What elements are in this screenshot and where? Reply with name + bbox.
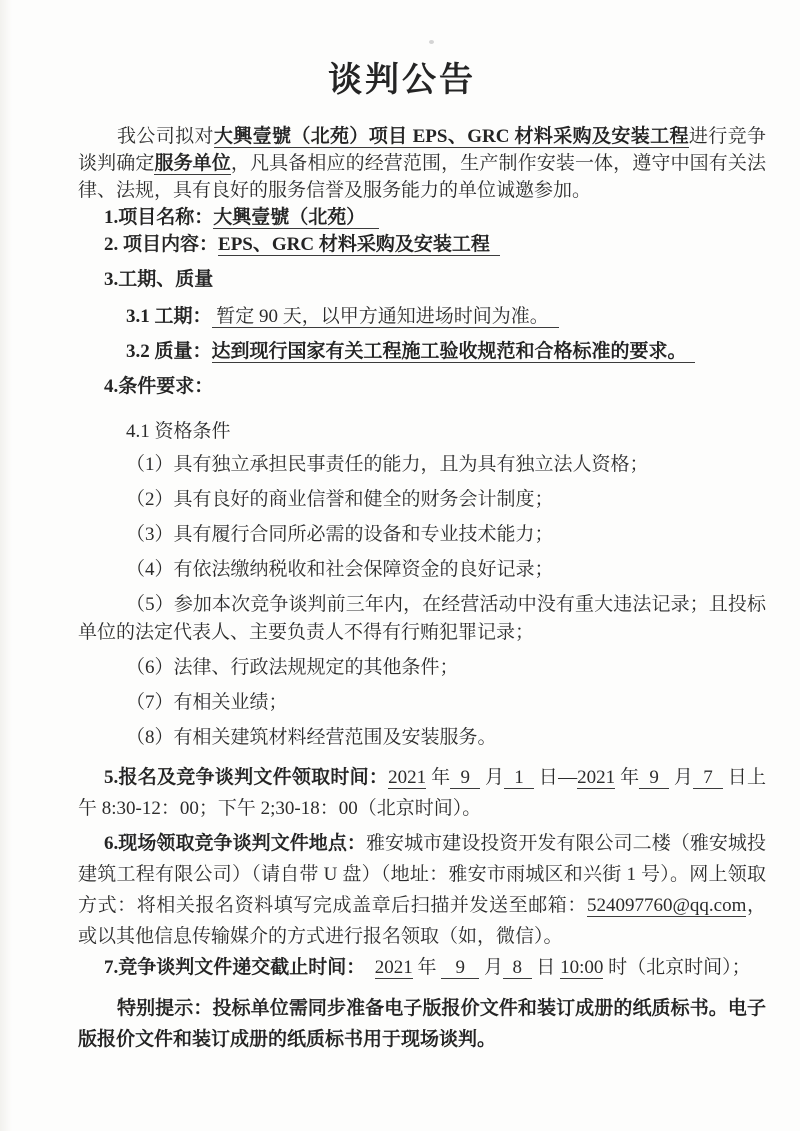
item-3-label: 3.工期、质量 bbox=[104, 269, 214, 290]
item-4-1-label: 4.1 资格条件 bbox=[126, 421, 231, 442]
item-1-value-underlined: 大興壹號（北苑） bbox=[213, 207, 379, 229]
condition-item-6: （6）法律、行政法规规定的其他条件； bbox=[126, 657, 459, 678]
item-6-address-text: 雅安城市建设投资开发有限公司二楼（雅安城投建筑工程有限公司）（请自带 U 盘）（地址：雅安市雨城区和兴街 1 号）。网上领取方式：将相关报名资料填写完成盖章后扫描并发送至邮箱： bbox=[78, 833, 766, 916]
item-7-label: 7.竞争谈判文件递交截止时间： bbox=[104, 957, 366, 978]
item-4-label: 4.条件要求： bbox=[104, 376, 214, 397]
item-6-tail-text: ，或以其他信息传输媒介的方式进行报名领取（如，微信）。 bbox=[78, 895, 766, 947]
item-3-heading bbox=[78, 266, 766, 293]
item-5-month-end: 9 bbox=[639, 767, 669, 788]
item-3-1-label: 3.1 工期： bbox=[126, 306, 212, 327]
item-7-deadline bbox=[78, 952, 766, 983]
condition-item-8: （8）有相关建筑材料经营范围及安装服务。 bbox=[126, 727, 497, 748]
item-5-year-char-2: 年 bbox=[615, 767, 640, 788]
item-3-2-quality bbox=[78, 338, 766, 365]
item-5-registration-time bbox=[78, 762, 766, 824]
condition-item-3: （3）具有履行合同所必需的设备和专业技术能力； bbox=[126, 524, 554, 545]
intro-rest-text: ，凡具备相应的经营范围，生产制作安装一体，遵守中国有关法律、法规，具有良好的服务信誉及服务能力的单位诚邀参加。 bbox=[78, 153, 766, 201]
item-7-day-char: 日 bbox=[531, 957, 561, 978]
item-5-month-char: 月 bbox=[479, 767, 505, 788]
item-7-month: 9 bbox=[441, 957, 480, 978]
item-7-tail-text: 时（北京时间）； bbox=[603, 957, 751, 978]
item-1-label: 1.项目名称： bbox=[104, 207, 214, 228]
item-7-gap bbox=[365, 957, 375, 978]
item-7-time: 10:00 bbox=[560, 957, 604, 978]
item-5-hours-text: 日上午 8:30-12：00；下午 2;30-18：00（北京时间）。 bbox=[78, 767, 767, 819]
condition-item-7: （7）有相关业绩； bbox=[126, 692, 288, 713]
intro-lead-text: 我公司拟对 bbox=[117, 126, 214, 147]
item-2-value-underlined: EPS、GRC 材料采购及安装工程 bbox=[218, 234, 500, 256]
item-5-dash-text: 日— bbox=[533, 767, 578, 788]
item-5-label: 5.报名及竞争谈判文件领取时间： bbox=[104, 767, 389, 788]
item-7-month-char: 月 bbox=[479, 957, 504, 978]
item-4-1-heading bbox=[78, 418, 766, 445]
item-5-day-end: 7 bbox=[693, 767, 723, 788]
intro-mid-text: 进行竞争谈判确定 bbox=[78, 126, 766, 174]
item-1-project-name bbox=[78, 204, 766, 231]
item-7-day: 8 bbox=[503, 957, 532, 978]
intro-paragraph bbox=[78, 123, 766, 204]
item-7-year: 2021 bbox=[374, 957, 413, 978]
item-5-day-start: 1 bbox=[504, 767, 534, 788]
condition-item-5: （5）参加本次竞争谈判前三年内，在经营活动中没有重大违法记录；且投标单位的法定代表人、主要负责人不得有行贿犯罪记录； bbox=[78, 594, 766, 643]
item-6-pickup-location bbox=[78, 828, 766, 952]
scan-artifact-dot bbox=[429, 40, 434, 44]
item-3-2-value-underlined: 达到现行国家有关工程施工验收规范和合格标准的要求。 bbox=[212, 341, 695, 363]
item-3-1-duration bbox=[78, 303, 766, 330]
item-5-year-start: 2021 bbox=[388, 767, 427, 788]
special-notice-paragraph: 特别提示：投标单位需同步准备电子版报价文件和装订成册的纸质标书。电子版报价文件和装订成册的纸质标书用于现场谈判。 bbox=[78, 998, 766, 1050]
item-2-project-content bbox=[78, 231, 766, 258]
item-3-1-value-underlined: 暂定 90 天，以甲方通知进场时间为准。 bbox=[212, 306, 559, 328]
item-5-month-char-2: 月 bbox=[668, 767, 694, 788]
item-3-2-label: 3.2 质量： bbox=[126, 341, 212, 362]
item-5-month-start: 9 bbox=[450, 767, 480, 788]
item-6-label: 6.现场领取竞争谈判文件地点： bbox=[104, 833, 366, 854]
service-unit-underlined: 服务单位 bbox=[154, 153, 231, 174]
item-5-year-end: 2021 bbox=[577, 767, 616, 788]
item-7-year-char: 年 bbox=[412, 957, 442, 978]
item-6-email-underlined: 524097760@qq.com bbox=[586, 895, 747, 916]
condition-item-4: （4）有依法缴纳税收和社会保障资金的良好记录； bbox=[126, 559, 554, 580]
item-2-label: 2. 项目内容： bbox=[104, 234, 219, 255]
project-scope-underlined: 大興壹號（北苑）项目 EPS、GRC 材料采购及安装工程 bbox=[213, 126, 689, 147]
item-5-year-char: 年 bbox=[426, 767, 451, 788]
document-title: 谈判公告 bbox=[328, 62, 476, 99]
item-4-heading bbox=[78, 373, 766, 400]
condition-item-1: （1）具有独立承担民事责任的能力，且为具有独立法人资格； bbox=[126, 454, 649, 475]
condition-item-2: （2）具有良好的商业信誉和健全的财务会计制度； bbox=[126, 489, 554, 510]
